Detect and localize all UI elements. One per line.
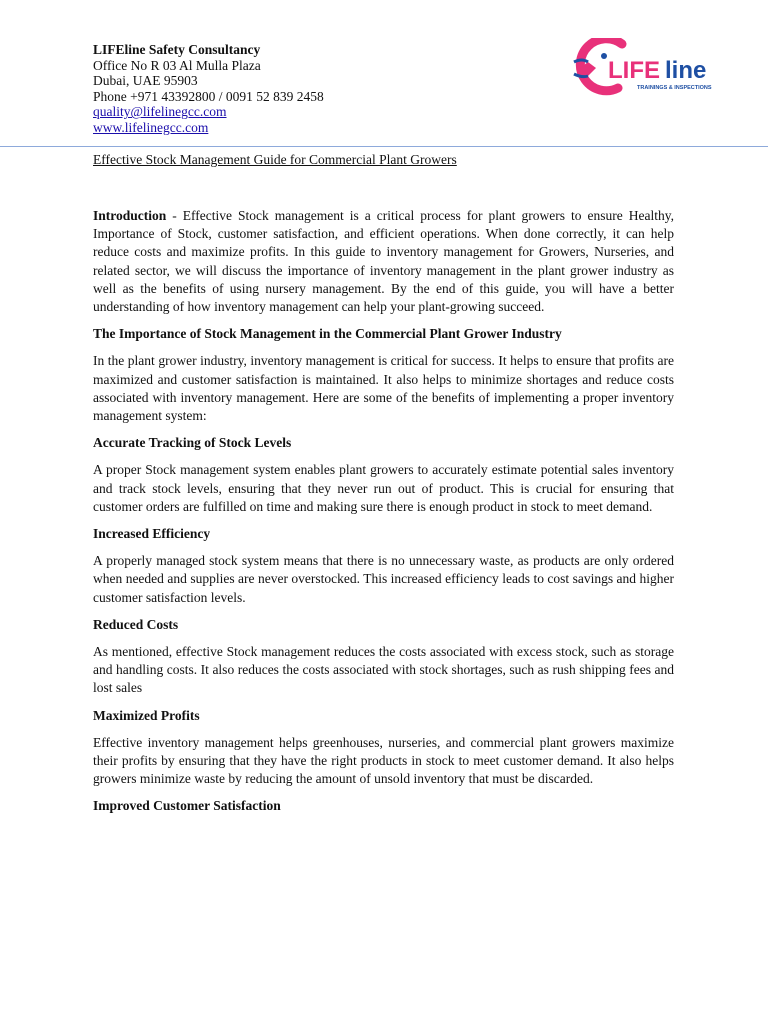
header-divider	[0, 146, 768, 147]
section-body: A properly managed stock system means that there is no unnecessary waste, as products are only ordered when needed and supplies are never overstocked. This increased efficiency leads to cost savings and higher customer satisfaction levels.	[93, 553, 674, 605]
email-link[interactable]: quality@lifelinegcc.com	[93, 104, 227, 120]
section-heading: Improved Customer Satisfaction	[93, 798, 281, 814]
section-heading: Maximized Profits	[93, 707, 200, 723]
section-heading: Reduced Costs	[93, 616, 179, 632]
address-line-2: Dubai, UAE 95903	[93, 73, 198, 89]
intro-label: Introduction	[93, 208, 167, 223]
lifeline-logo	[562, 38, 722, 98]
section-heading: Accurate Tracking of Stock Levels	[93, 435, 292, 451]
address-line-1: Office No R 03 Al Mulla Plaza	[93, 57, 261, 73]
section-heading: The Importance of Stock Management in the Commercial Plant Grower Industry	[93, 326, 562, 342]
intro-paragraph	[93, 207, 674, 316]
website-link[interactable]: www.lifelinegcc.com	[93, 119, 209, 135]
document-body	[93, 207, 674, 825]
section-body: In the plant grower industry, inventory management is critical for success. It helps to ensure that profits are maximized and customer satisfaction is maintained. It also helps to minimize shortages and reduce costs associated with inventory management. Here are some of the benefits of implementing a proper inventory management system:	[93, 353, 674, 424]
letterhead	[93, 42, 324, 136]
phone-line: Phone +971 43392800 / 0091 52 839 2458	[93, 88, 324, 104]
logo-tagline: TRAININGS & INSPECTIONS	[637, 85, 712, 91]
section-body: Effective inventory management helps greenhouses, nurseries, and commercial plant growers maximize their profits by ensuring that they have the right products in stock to meet customer demand. It also helps growers minimize waste by reducing the amount of unsold inventory that must be discarded.	[93, 734, 674, 787]
company-name: LIFEline Safety Consultancy	[93, 42, 261, 57]
logo-wordmark-life: LIFE	[608, 57, 660, 84]
intro-text: - Effective Stock management is a critical process for plant growers to ensure Healthy, Importance of Stock, customer satisfaction, and efficient operations. When done correctly, it can help reduce costs and maximize profits. In this guide to inventory management for Growers, Nurseries, and related sector, we will discuss the importance of inventory management in the plant grower industry as well as the benefits of using nursery management. By the end of this guide, you will have a better understanding of how inventory management can help your plant-growing succeed.	[93, 208, 674, 315]
section-body: A proper Stock management system enables plant growers to accurately estimate potential sales inventory and track stock levels, ensuring that they never run out of product. This is crucial for ensuring that customer orders are fulfilled on time and making sure there is enough product in stock to meet demand.	[93, 462, 674, 514]
lifeline-logo-graphic	[562, 38, 722, 98]
document-title: Effective Stock Management Guide for Commercial Plant Growers	[93, 152, 457, 167]
logo-wordmark-line: line	[665, 57, 707, 84]
section-heading: Increased Efficiency	[93, 526, 211, 542]
section-body: As mentioned, effective Stock management reduces the costs associated with excess stock, such as storage and handling costs. It also reduces the costs associated with stock shortages, such as rush shipping fees and lost sales	[93, 644, 674, 696]
